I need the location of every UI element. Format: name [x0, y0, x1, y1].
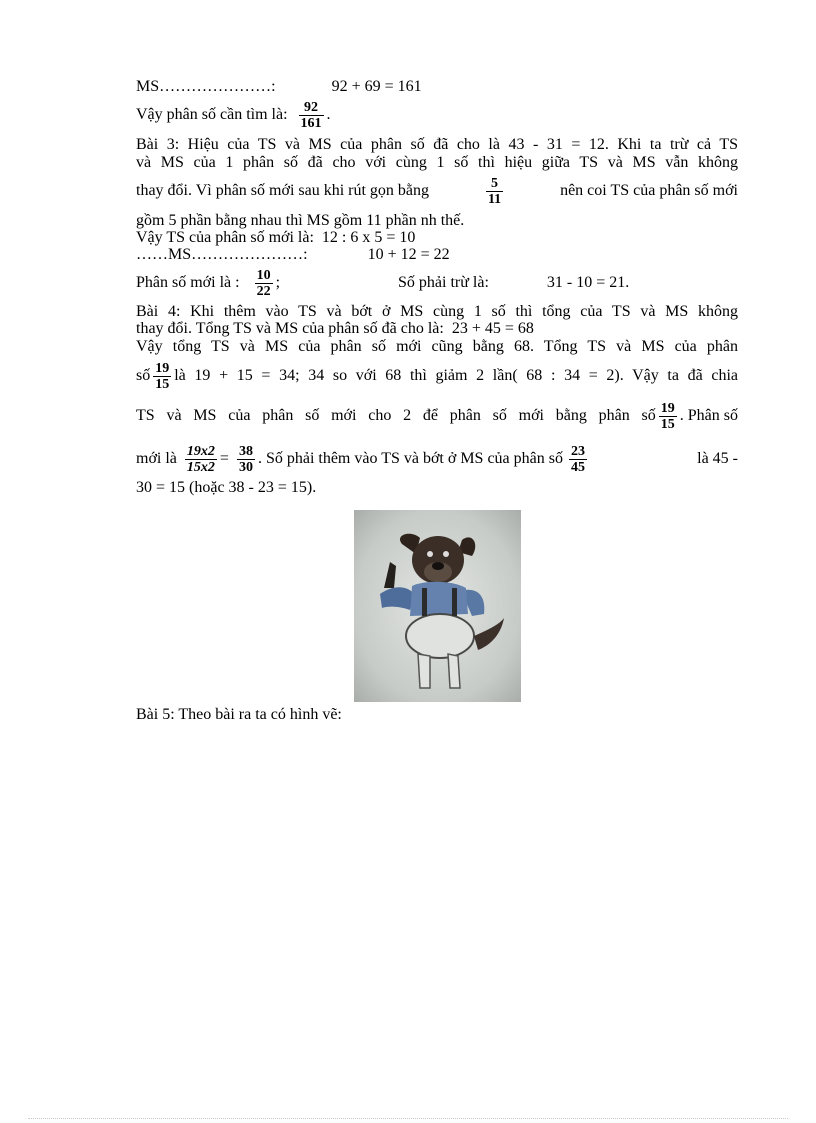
bai4-line-1: Bài 4: Khi thêm vào TS và bớt ở MS cùng 1 số thì tổng của TS và MS không [136, 303, 738, 320]
numerator: 5 [491, 175, 499, 191]
denominator: 15 [660, 416, 675, 432]
text: TS và MS của phân số mới cho 2 để phân số mới bằng phân số [136, 407, 656, 424]
denominator: 15x2 [186, 459, 215, 475]
line-ms-sum [136, 78, 422, 96]
text: Vậy phân số cần tìm là: [136, 106, 288, 123]
text: . Phân số [679, 407, 738, 424]
bai3-line-2: và MS của 1 phân số đã cho với cùng 1 số thì hiệu giữa TS và MS vẫn không [136, 154, 738, 171]
numerator: 38 [238, 443, 253, 459]
denominator: 30 [238, 459, 253, 475]
fraction-19x2-15x2 [185, 444, 217, 475]
text: ; [275, 274, 281, 291]
fraction-23-45 [569, 444, 587, 475]
text: 31 - 10 = 21. [546, 274, 630, 291]
text: 12 : 6 x 5 = 10 [321, 229, 416, 246]
text: nên coi TS của phân số mới [560, 182, 738, 199]
text: . Số phải thêm vào TS và bớt ở MS của phân số [257, 450, 563, 467]
fraction-5-11 [486, 176, 503, 207]
text: thay đổi. Tổng TS và MS của phân số đã cho là: [136, 320, 444, 337]
text: . [326, 106, 331, 123]
numerator: 19 [155, 360, 170, 376]
numerator: 23 [570, 443, 585, 459]
cartoon-dog-icon [354, 510, 521, 702]
denominator: 22 [256, 283, 271, 299]
numerator: 19 [660, 400, 675, 416]
fraction-92-161 [299, 100, 324, 131]
text: là 45 - [697, 450, 738, 467]
bai4-line-6 [136, 440, 738, 478]
denominator: 161 [300, 115, 322, 131]
text: Vậy TS của phân số mới là: [136, 229, 314, 246]
text: 10 + 12 = 22 [367, 246, 450, 263]
bai3-line-6 [136, 246, 450, 264]
fraction-10-22 [255, 268, 273, 299]
denominator: 45 [570, 459, 585, 475]
text: là 19 + 15 = 34; 34 so với 68 thì giảm 2 lần( 68 : 34 = 2). Vậy ta đã chia [174, 367, 738, 384]
bai3-line-3 [136, 172, 738, 210]
text: Phân số mới là : [136, 274, 240, 291]
text: = [219, 450, 229, 467]
bai3-line-1: Bài 3: Hiệu của TS và MS của phân số đã cho là 43 - 31 = 12. Khi ta trừ cả TS [136, 136, 738, 153]
bai5-line: Bài 5: Theo bài ra ta có hình vẽ: [136, 706, 342, 723]
page-footer-divider [28, 1118, 788, 1119]
text: MS…………………: [136, 78, 276, 95]
text: 92 + 69 = 161 [331, 78, 422, 95]
text: Số phải trừ là: [398, 274, 489, 291]
text: ……MS…………………: [136, 246, 308, 263]
bai4-line-4 [136, 357, 738, 395]
numerator: 19x2 [186, 443, 215, 459]
fraction-38-30 [237, 444, 255, 475]
text: 23 + 45 = 68 [451, 320, 534, 337]
text: mới là [136, 450, 177, 467]
fraction-19-15-second [659, 401, 677, 432]
bai4-line-3: Vậy tổng TS và MS của phân số mới cũng bằng 68. Tổng TS và MS của phân [136, 338, 738, 355]
fraction-19-15 [153, 361, 171, 392]
bai4-line-5 [136, 397, 738, 435]
bai3-line-4: gồm 5 phần bằng nhau thì MS gồm 11 phần nh thế. [136, 212, 465, 229]
bai3-line-7 [136, 264, 629, 302]
numerator: 10 [256, 267, 271, 283]
numerator: 92 [304, 99, 319, 115]
line-answer-fraction [136, 96, 331, 134]
text: thay đổi. Vì phân số mới sau khi rút gọn bằng [136, 182, 430, 199]
bai3-line-5 [136, 229, 415, 247]
text: số [136, 367, 151, 384]
denominator: 11 [487, 191, 502, 207]
bai4-line-7: 30 = 15 (hoặc 38 - 23 = 15). [136, 479, 317, 496]
bai4-line-2 [136, 320, 534, 338]
denominator: 15 [155, 376, 170, 392]
